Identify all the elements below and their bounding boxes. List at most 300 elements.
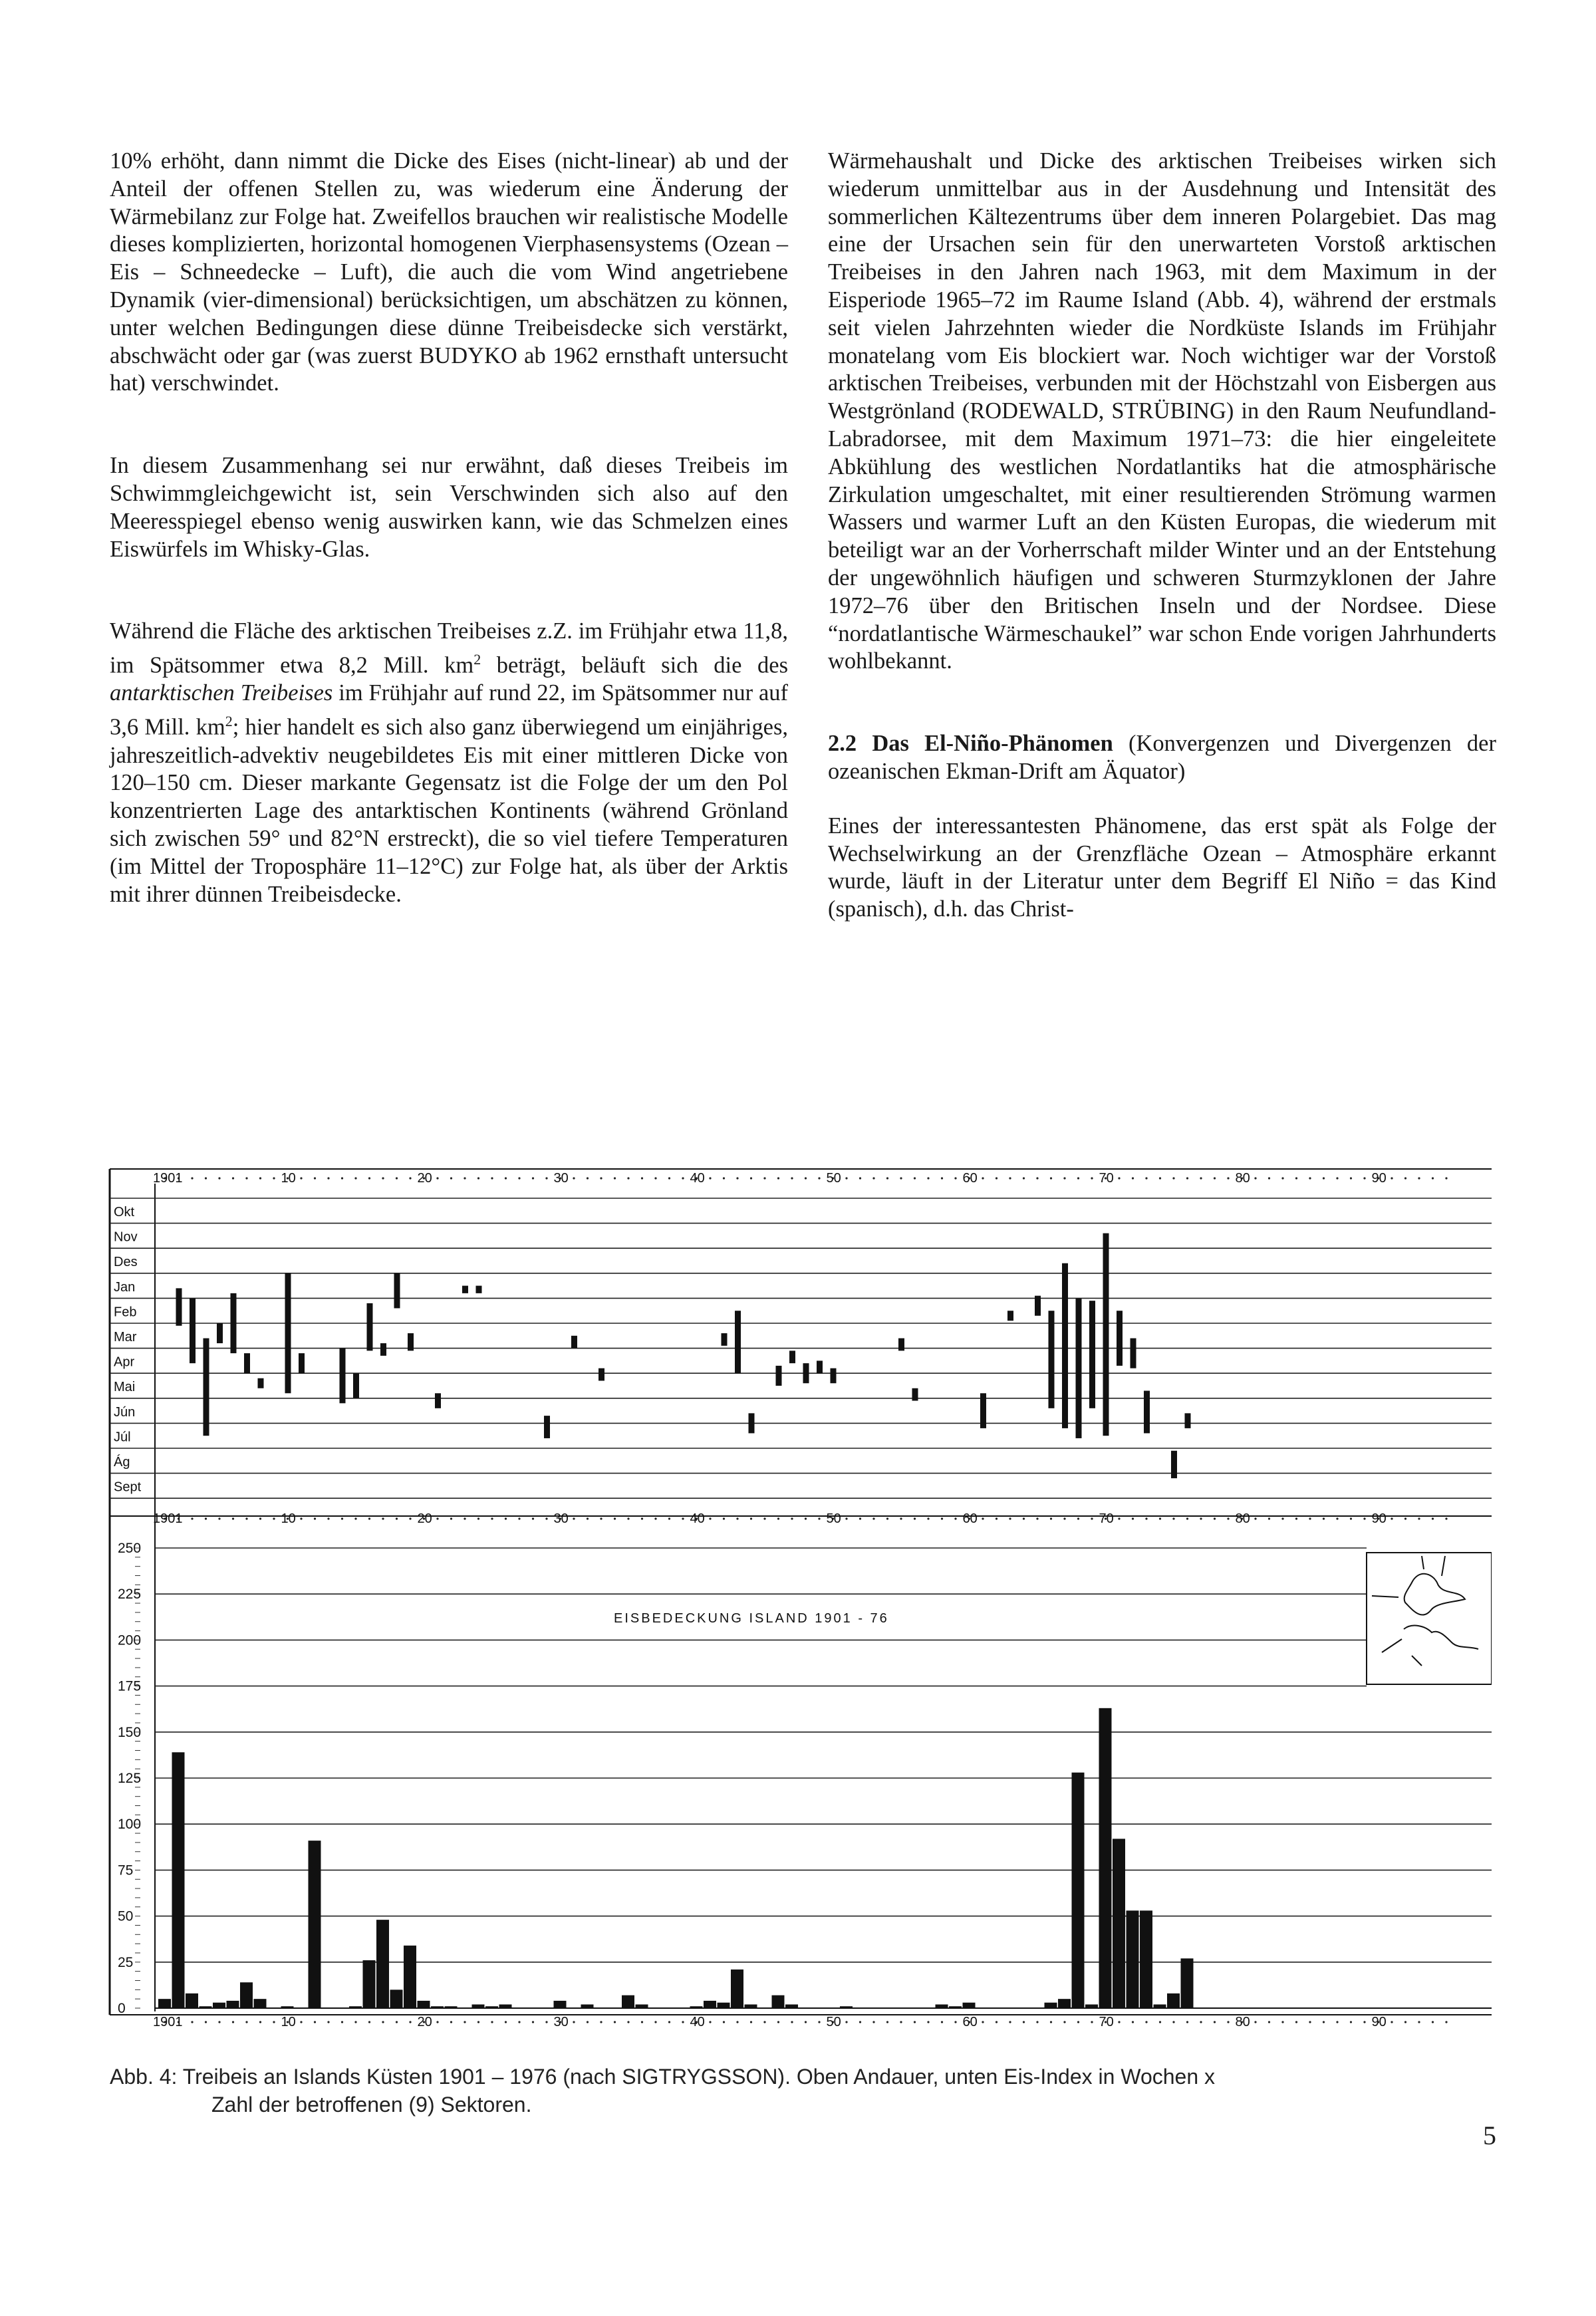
year-tick-dot <box>1391 1517 1393 1519</box>
year-tick-dot <box>982 1517 984 1519</box>
year-tick-dot <box>505 1177 507 1179</box>
year-tick-dot <box>573 2021 575 2023</box>
year-tick-dot <box>436 2021 438 2023</box>
year-tick-dot <box>1268 2021 1270 2023</box>
index-bars <box>155 1708 1492 2008</box>
index-bar-1967 <box>1058 1999 1071 2008</box>
year-tick-dot <box>982 2021 984 2023</box>
year-tick-dot <box>1336 1177 1338 1179</box>
year-tick-dot <box>1404 1177 1406 1179</box>
year-tick-dot <box>477 1517 479 1519</box>
year-tick-dot <box>382 1177 384 1179</box>
month-label: Okt <box>114 1205 135 1220</box>
year-axis-bottom-label: 30 <box>553 2015 569 2028</box>
year-tick-dot <box>1432 1517 1434 1519</box>
year-axis-bottom-label: 20 <box>417 2015 432 2028</box>
index-bar-1935 <box>622 1995 634 2008</box>
year-tick-dot <box>273 2021 275 2023</box>
year-tick-dot <box>450 2021 452 2023</box>
year-tick-dot <box>1063 1517 1065 1519</box>
year-tick-dot <box>1023 1177 1025 1179</box>
year-tick-dot <box>1091 1517 1093 1519</box>
year-tick-dot <box>600 1517 602 1519</box>
index-bar-1968 <box>1072 1773 1085 2008</box>
year-tick-dot <box>1363 1517 1365 1519</box>
duration-bar-1943 <box>735 1311 741 1373</box>
left-paragraph-2: In diesem Zusammenhang sei nur erwähnt, daß dieses Treibeis im Schwimmgleichgewicht ist, sein Verschwinden sich also auf den Meeresspiegel ebenso wenig auswirken kann, wie das Schmelzen eines Eiswürfels im Whisky-Glas. <box>110 453 788 562</box>
year-tick-dot <box>368 1177 370 1179</box>
year-tick-dot <box>1254 2021 1256 2023</box>
year-tick-dot <box>818 1177 820 1179</box>
year-tick-dot <box>409 1517 411 1519</box>
duration-bar-1918 <box>394 1273 400 1309</box>
year-tick-dot <box>491 2021 493 2023</box>
year-axis-top-label: 10 <box>281 1171 296 1186</box>
year-axis-bottom-label: 90 <box>1371 2015 1387 2028</box>
year-tick-dot <box>232 1517 234 1519</box>
duration-bar-1933 <box>598 1368 604 1381</box>
duration-bar-1914 <box>340 1349 346 1404</box>
year-tick-dot <box>382 2021 384 2023</box>
year-tick-dot <box>1445 1517 1447 1519</box>
year-tick-dot <box>573 1177 575 1179</box>
duration-bar-1973 <box>1144 1391 1150 1434</box>
year-tick-dot <box>464 1517 466 1519</box>
year-tick-dot <box>477 2021 479 2023</box>
year-axis-top-label: 70 <box>1099 1171 1114 1186</box>
index-axis-label: 125 <box>118 1771 142 1786</box>
year-axis-bottom-label: 70 <box>1099 2015 1114 2028</box>
year-tick-dot <box>1009 1177 1011 1179</box>
year-tick-dot <box>1418 2021 1420 2023</box>
year-tick-dot <box>314 1517 316 1519</box>
year-tick-dot <box>300 1177 302 1179</box>
right-paragraph-2: Eines der interessantesten Phänomene, das erst spät als Folge der Wechselwirkung an der Grenzfläche Ozean – Atmosphäre erkannt wurde, läuft in der Literatur unter dem Begriff El Niño = das Kind (spanisch), d.h. das Christ- <box>828 813 1496 922</box>
year-tick-dot <box>245 1517 247 1519</box>
year-tick-dot <box>614 1517 616 1519</box>
year-tick-dot <box>996 2021 998 2023</box>
year-axis-bottom-label: 80 <box>1235 2015 1250 2028</box>
caption-line-2: Zahl der betroffenen (9) Sektoren. <box>211 2093 532 2117</box>
year-tick-dot <box>763 1517 765 1519</box>
year-axis-top-label: 50 <box>826 1171 841 1186</box>
year-tick-dot <box>1404 1517 1406 1519</box>
year-tick-dot <box>805 1517 807 1519</box>
year-tick-dot <box>1063 1177 1065 1179</box>
month-label: Des <box>114 1255 138 1270</box>
year-tick-dot <box>818 2021 820 2023</box>
year-tick-dot <box>354 2021 356 2023</box>
month-label: Feb <box>114 1305 137 1320</box>
index-bar-1920 <box>418 2001 430 2008</box>
index-bar-1905 <box>213 2003 225 2008</box>
year-tick-dot <box>627 1177 629 1179</box>
index-axis-label: 50 <box>118 1908 134 1924</box>
year-axis-bottom-label: 1901 <box>153 2015 183 2028</box>
year-tick-dot <box>1432 2021 1434 2023</box>
year-tick-dot <box>1254 1517 1256 1519</box>
year-tick-dot <box>218 1177 220 1179</box>
year-axis-top-label: 80 <box>1235 1171 1250 1186</box>
year-axis-bottom-label: 40 <box>690 2015 705 2028</box>
year-tick-dot <box>409 2021 411 2023</box>
index-bar-1942 <box>718 2003 730 2008</box>
year-tick-dot <box>341 1177 343 1179</box>
year-tick-dot <box>1363 1177 1365 1179</box>
year-tick-dot <box>436 1177 438 1179</box>
year-tick-dot <box>791 2021 793 2023</box>
year-tick-dot <box>450 1517 452 1519</box>
year-tick-dot <box>1172 2021 1174 2023</box>
year-tick-dot <box>327 1517 329 1519</box>
duration-bar-1903 <box>190 1298 196 1363</box>
duration-bar-1950 <box>831 1368 837 1384</box>
year-tick-dot <box>245 1177 247 1179</box>
year-axis-mid-label: 40 <box>690 1511 705 1526</box>
index-bar-1971 <box>1113 1839 1125 2008</box>
index-axis-labels <box>118 1541 141 2016</box>
year-tick-dot <box>1254 1177 1256 1179</box>
year-tick-dot <box>1363 2021 1365 2023</box>
year-tick-dot <box>709 1517 711 1519</box>
year-tick-dot <box>1118 1517 1120 1519</box>
year-tick-dot <box>205 1177 207 1179</box>
duration-bar-1907 <box>244 1353 250 1373</box>
year-tick-dot <box>709 1177 711 1179</box>
year-tick-dot <box>723 2021 725 2023</box>
year-tick-dot <box>259 1517 261 1519</box>
duration-bar-1911 <box>299 1353 305 1373</box>
duration-bar-1916 <box>367 1303 373 1351</box>
year-tick-dot <box>1050 1517 1052 1519</box>
year-tick-dot <box>777 2021 779 2023</box>
year-axis-mid-label: 80 <box>1235 1511 1250 1526</box>
year-tick-dot <box>859 1517 861 1519</box>
iceland-map-inset <box>1367 1553 1492 1684</box>
index-bar-1916 <box>363 1960 376 2008</box>
year-tick-dot <box>1350 2021 1352 2023</box>
year-tick-dot <box>982 1177 984 1179</box>
year-tick-dot <box>191 2021 193 2023</box>
duration-bar-1971 <box>1117 1311 1123 1366</box>
year-tick-dot <box>1336 2021 1338 2023</box>
duration-bar-1919 <box>408 1333 414 1351</box>
year-tick-dot <box>859 2021 861 2023</box>
year-tick-dot <box>396 1177 398 1179</box>
year-tick-dot <box>641 1517 643 1519</box>
duration-bar-1910 <box>285 1273 291 1393</box>
year-tick-dot <box>573 1517 575 1519</box>
year-tick-dot <box>1200 1517 1202 1519</box>
year-tick-dot <box>1214 1177 1216 1179</box>
year-tick-dot <box>191 1177 193 1179</box>
year-tick-dot <box>1404 2021 1406 2023</box>
year-tick-dot <box>1418 1177 1420 1179</box>
year-axis-mid-label: 1901 <box>153 1511 183 1526</box>
year-tick-dot <box>1050 1177 1052 1179</box>
duration-bar-1946 <box>776 1366 782 1386</box>
index-axis-label: 200 <box>118 1632 142 1648</box>
duration-bar-1906 <box>231 1293 237 1353</box>
index-axis-label: 225 <box>118 1587 142 1603</box>
year-tick-dot <box>886 1177 888 1179</box>
year-tick-dot <box>927 1177 929 1179</box>
duration-bar-1961 <box>980 1393 986 1428</box>
year-tick-dot <box>996 1517 998 1519</box>
year-tick-dot <box>1023 1517 1025 1519</box>
year-tick-dot <box>464 2021 466 2023</box>
year-tick-dot <box>1214 1517 1216 1519</box>
year-tick-dot <box>872 1177 874 1179</box>
year-tick-dot <box>791 1517 793 1519</box>
year-tick-dot <box>1132 1517 1134 1519</box>
chart-title: EISBEDECKUNG ISLAND 1901 - 76 <box>614 1611 889 1626</box>
year-tick-dot <box>1172 1517 1174 1519</box>
year-tick-dot <box>1036 1517 1038 1519</box>
caption-label: Abb. 4: <box>110 2065 178 2089</box>
year-tick-dot <box>232 1177 234 1179</box>
year-tick-dot <box>368 2021 370 2023</box>
year-tick-dot <box>1009 2021 1011 2023</box>
year-tick-dot <box>218 1517 220 1519</box>
duration-bar-1948 <box>803 1363 809 1383</box>
year-tick-dot <box>859 1177 861 1179</box>
index-bar-1966 <box>1045 2003 1057 2008</box>
duration-bar-1975 <box>1171 1451 1177 1478</box>
duration-bar-1949 <box>817 1360 823 1373</box>
year-axis-mid-label: 20 <box>417 1511 432 1526</box>
year-axis-mid <box>153 1511 1448 1526</box>
figure-caption <box>110 2063 1506 2119</box>
year-tick-dot <box>845 1177 847 1179</box>
year-tick-dot <box>805 2021 807 2023</box>
year-tick-dot <box>845 2021 847 2023</box>
year-tick-dot <box>1350 1517 1352 1519</box>
month-label: Mar <box>114 1330 137 1345</box>
year-tick-dot <box>886 1517 888 1519</box>
year-tick-dot <box>723 1517 725 1519</box>
year-tick-dot <box>368 1517 370 1519</box>
year-axis-bottom-label: 60 <box>962 2015 978 2028</box>
year-tick-dot <box>996 1177 998 1179</box>
caption-line-1: Treibeis an Islands Küsten 1901 – 1976 (nach SIGTRYGSSON). Oben Andauer, unten Eis-Index in Wochen x <box>182 2065 1216 2089</box>
year-tick-dot <box>654 1517 656 1519</box>
index-axis-label: 175 <box>118 1678 142 1694</box>
year-tick-dot <box>1336 1517 1338 1519</box>
duration-bar-1915 <box>353 1373 359 1398</box>
year-tick-dot <box>954 1177 956 1179</box>
year-tick-dot <box>1418 1517 1420 1519</box>
duration-bar-1905 <box>217 1323 223 1343</box>
index-axis-label: 150 <box>118 1724 142 1740</box>
year-tick-dot <box>900 1517 902 1519</box>
year-tick-dot <box>723 1177 725 1179</box>
year-axis-top-label: 30 <box>553 1171 569 1186</box>
year-tick-dot <box>1214 2021 1216 2023</box>
year-tick-dot <box>587 1517 589 1519</box>
year-axis-bottom <box>153 2015 1448 2028</box>
left-paragraph-3: Während die Fläche des arktischen Treibeises z.Z. im Frühjahr etwa 11,8, im Spätsommer etwa 8,2 Mill. $km^2$ beträgt, beläuft sich die des antarktischen Treibeises im Frühjahr auf rund 22, im Spätsommer nur auf 3,6 Mill. $km^2$; hier handelt es sich also ganz überwiegend um einjähriges, jahreszeitlich-advektiv neugebildetes Eis mit einer mittleren Dicke von 120–150 cm. Dieser markante Gegensatz ist die Folge der um den Pol konzentrierten Lage des antarktischen Kontinents (während Grönland sich zwischen 59° und 82°N erstreckt), die so viel tiefere Temperaturen (im Mittel der Troposphäre 11–12°C) zur Folge hat, als über der Arktis mit ihrer dünnen Treibeisdecke. <box>110 618 789 907</box>
year-tick-dot <box>682 2021 684 2023</box>
year-tick-dot <box>1281 1177 1283 1179</box>
duration-bar-1956 <box>912 1388 918 1401</box>
year-tick-dot <box>1118 2021 1120 2023</box>
year-tick-dot <box>1445 2021 1447 2023</box>
year-tick-dot <box>300 1517 302 1519</box>
duration-bar-1955 <box>898 1339 904 1351</box>
year-tick-dot <box>545 1177 547 1179</box>
year-tick-dot <box>818 1517 820 1519</box>
year-tick-dot <box>1445 1177 1447 1179</box>
year-tick-dot <box>532 1517 534 1519</box>
year-tick-dot <box>341 2021 343 2023</box>
duration-bar-1947 <box>789 1351 795 1363</box>
index-bar-1906 <box>227 2001 239 2008</box>
year-tick-dot <box>627 1517 629 1519</box>
year-tick-dot <box>1391 1177 1393 1179</box>
year-tick-dot <box>736 1177 738 1179</box>
year-tick-dot <box>954 2021 956 2023</box>
index-bar-1975 <box>1167 1994 1180 2008</box>
year-tick-dot <box>736 2021 738 2023</box>
index-bar-1970 <box>1099 1708 1112 2008</box>
year-tick-dot <box>545 2021 547 2023</box>
year-tick-dot <box>1268 1517 1270 1519</box>
year-tick-dot <box>1132 1177 1134 1179</box>
index-axis-label: 75 <box>118 1863 134 1878</box>
year-tick-dot <box>518 1517 520 1519</box>
year-tick-dot <box>1145 1177 1147 1179</box>
year-tick-dot <box>259 2021 261 2023</box>
year-tick-dot <box>709 2021 711 2023</box>
year-tick-dot <box>327 2021 329 2023</box>
duration-bar-1921 <box>435 1393 441 1408</box>
index-bar-1912 <box>309 1841 321 2008</box>
year-tick-dot <box>614 1177 616 1179</box>
year-tick-dot <box>191 1517 193 1519</box>
year-tick-dot <box>736 1517 738 1519</box>
year-axis-top-label: 1901 <box>153 1171 183 1186</box>
year-tick-dot <box>587 2021 589 2023</box>
year-tick-dot <box>218 2021 220 2023</box>
year-tick-dot <box>1268 1177 1270 1179</box>
year-tick-dot <box>845 1517 847 1519</box>
year-tick-dot <box>1009 1517 1011 1519</box>
year-tick-dot <box>1295 2021 1297 2023</box>
year-tick-dot <box>791 1177 793 1179</box>
index-axis-label: 25 <box>118 1954 134 1970</box>
year-tick-dot <box>1391 2021 1393 2023</box>
year-tick-dot <box>491 1517 493 1519</box>
year-tick-dot <box>668 1177 670 1179</box>
left-text-column <box>110 148 788 908</box>
page-number: 5 <box>1483 2121 1496 2150</box>
duration-bar-1969 <box>1089 1301 1095 1408</box>
year-tick-dot <box>1077 2021 1079 2023</box>
duration-bar-1944 <box>749 1413 755 1433</box>
duration-bar-1908 <box>258 1378 264 1388</box>
year-axis-bottom-label: 50 <box>826 2015 841 2028</box>
month-label: Mai <box>114 1380 136 1395</box>
duration-bar-1965 <box>1035 1296 1041 1316</box>
year-tick-dot <box>914 1177 916 1179</box>
index-bar-1902 <box>172 1752 185 2008</box>
index-axis-label: 250 <box>118 1541 142 1556</box>
year-tick-dot <box>464 1177 466 1179</box>
year-tick-dot <box>654 1177 656 1179</box>
year-tick-dot <box>314 1177 316 1179</box>
year-tick-dot <box>382 1517 384 1519</box>
year-tick-dot <box>654 2021 656 2023</box>
year-tick-dot <box>205 1517 207 1519</box>
year-tick-dot <box>805 1177 807 1179</box>
index-bar-1973 <box>1140 1910 1152 2008</box>
year-tick-dot <box>914 1517 916 1519</box>
year-axis-top-label: 60 <box>962 1171 978 1186</box>
year-tick-dot <box>1295 1177 1297 1179</box>
year-tick-dot <box>641 2021 643 2023</box>
year-tick-dot <box>1159 2021 1161 2023</box>
year-axis-top-label: 20 <box>417 1171 432 1186</box>
year-tick-dot <box>532 2021 534 2023</box>
month-label: Sept <box>114 1480 142 1495</box>
year-tick-dot <box>1186 1517 1188 1519</box>
year-tick-dot <box>600 2021 602 2023</box>
index-bar-1976 <box>1181 1958 1194 2008</box>
index-bar-1941 <box>704 2001 716 2008</box>
section-heading: 2.2 Das El-Niño-Phänomen (Konvergenzen und Divergenzen der ozeanischen Ekman-Drift am Äquator) <box>828 731 1496 784</box>
index-axis-label: 0 <box>118 2001 126 2016</box>
year-tick-dot <box>1432 1177 1434 1179</box>
year-tick-dot <box>682 1177 684 1179</box>
year-tick-dot <box>1118 1177 1120 1179</box>
year-tick-dot <box>1186 2021 1188 2023</box>
year-tick-dot <box>1132 2021 1134 2023</box>
month-label: Nov <box>114 1229 138 1245</box>
duration-bar-1931 <box>571 1336 577 1349</box>
index-bar-1919 <box>404 1946 416 2008</box>
year-axis-bottom-label: 10 <box>281 2015 296 2028</box>
left-paragraph-1: 10% erhöht, dann nimmt die Dicke des Eises (nicht-linear) ab und der Anteil der offenen Stellen zu, was wiederum eine Änderung der Wärmebilanz zur Folge hat. Zweifellos brauchen wir realistische Modelle dieses komplizierten, horizontal homogenen Vierphasensystems (Ozean – Eis – Schneedecke – Luft), die auch die vom Wind angetriebene Dynamik (vier-dimensional) berücksichtigen, um abschätzen zu können, unter welchen Bedingungen diese dünne Treibeisdecke sich verstärkt, abschwächt oder gar (was zuerst BUDYKO ab 1962 ernsthaft untersucht hat) verschwindet. <box>110 148 788 396</box>
year-tick-dot <box>314 2021 316 2023</box>
year-tick-dot <box>1309 1177 1311 1179</box>
index-bar-1908 <box>254 1999 267 2008</box>
duration-bar-1917 <box>380 1343 386 1356</box>
year-tick-dot <box>1036 2021 1038 2023</box>
year-tick-dot <box>941 2021 943 2023</box>
year-tick-dot <box>1281 1517 1283 1519</box>
year-tick-dot <box>1309 1517 1311 1519</box>
year-tick-dot <box>763 2021 765 2023</box>
index-bar-1972 <box>1127 1910 1139 2008</box>
year-tick-dot <box>941 1177 943 1179</box>
year-tick-dot <box>1023 2021 1025 2023</box>
ice-chart <box>108 1164 1492 2028</box>
year-tick-dot <box>750 1517 752 1519</box>
year-tick-dot <box>1200 2021 1202 2023</box>
year-tick-dot <box>763 1177 765 1179</box>
index-bar-1907 <box>240 1982 253 2008</box>
year-tick-dot <box>872 1517 874 1519</box>
month-label: Apr <box>114 1354 135 1370</box>
duration-bar-1929 <box>544 1416 550 1438</box>
year-tick-dot <box>1323 1517 1325 1519</box>
year-tick-dot <box>1091 2021 1093 2023</box>
year-tick-dot <box>354 1177 356 1179</box>
year-tick-dot <box>668 2021 670 2023</box>
year-tick-dot <box>545 1517 547 1519</box>
year-tick-dot <box>900 1177 902 1179</box>
